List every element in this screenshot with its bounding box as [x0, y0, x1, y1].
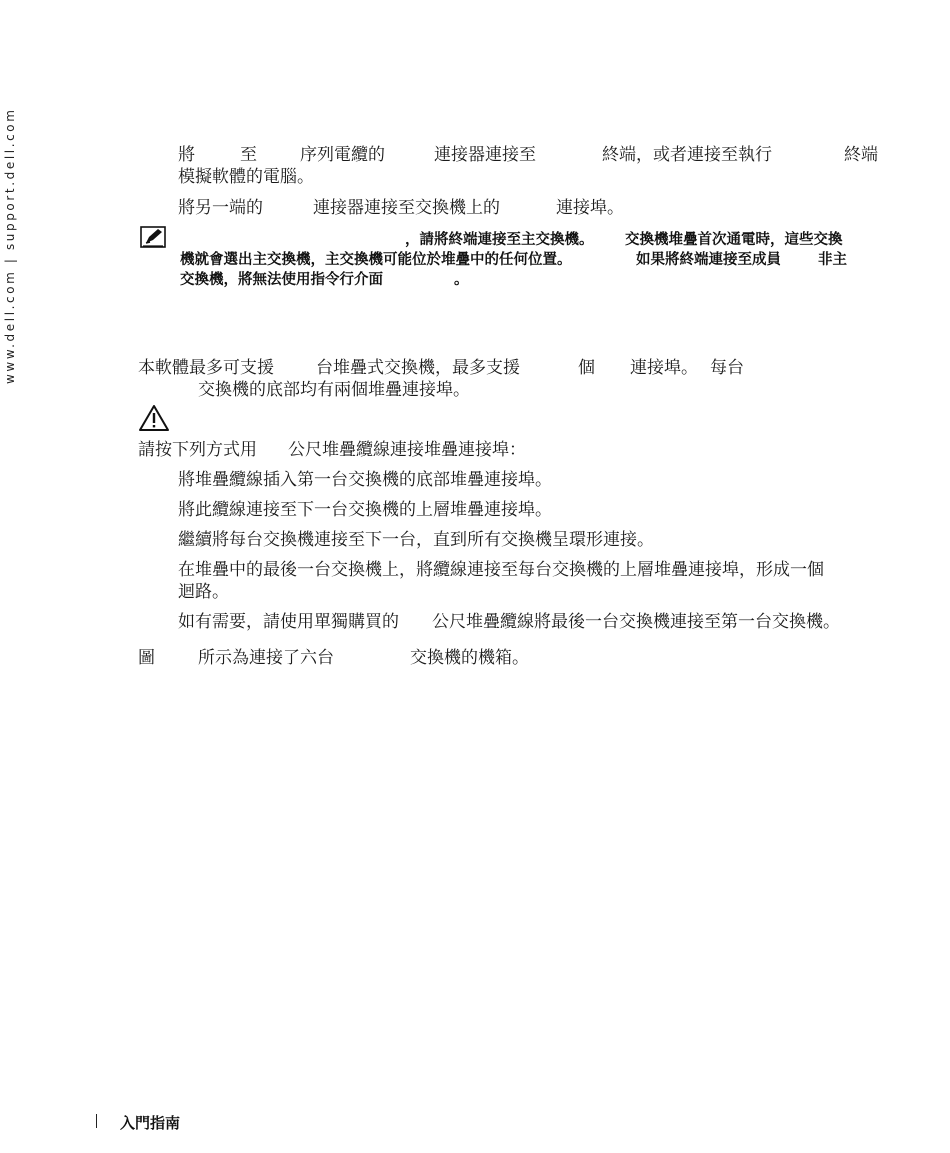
note-line2b: 如果將終端連接至成員: [636, 252, 781, 268]
stack-step-1: 將堆疊纜線插入第一台交換機的底部堆疊連接埠。: [178, 470, 552, 490]
stack-step-5-part-2: 公尺堆疊纜線將最後一台交換機連接至第一台交換機。: [432, 612, 840, 632]
stack-step-3: 繼續將每台交換機連接至下一台，直到所有交換機呈環形連接。: [178, 530, 654, 550]
intro-part-3: 個: [578, 358, 595, 378]
intro-line2: 交換機的底部均有兩個堆疊連接埠。: [198, 380, 470, 400]
step2-part-1: 將另一端的: [178, 198, 263, 218]
step1-part-2: 至: [240, 145, 257, 165]
note-pencil-icon: [140, 226, 166, 248]
note-line1b: 交換機堆疊首次通電時，這些交換: [625, 232, 843, 248]
stack-step-4: 在堆疊中的最後一台交換機上，將纜線連接至每台交換機的上層堆疊連接埠，形成一個: [178, 560, 824, 580]
note-line3b: 。: [454, 272, 469, 288]
step2-part-3: 連接埠。: [556, 198, 624, 218]
note-line2c: 非主: [818, 252, 847, 268]
note-line2a: 機就會選出主交換機，主交換機可能位於堆疊中的任何位置。: [180, 252, 572, 268]
figure-part-3: 交換機的機箱。: [410, 648, 529, 668]
step1-part-5: 終端，或者連接至執行: [602, 145, 772, 165]
instr-part-1: 請按下列方式用: [138, 440, 257, 460]
step1-part-4: 連接器連接至: [434, 145, 536, 165]
step1-part-3: 序列電纜的: [300, 145, 385, 165]
intro-part-2: 台堆疊式交換機，最多支援: [316, 358, 520, 378]
warning-triangle-icon: [138, 404, 170, 432]
step1-line2: 模擬軟體的電腦。: [178, 167, 314, 187]
note-line1a: ，請將終端連接至主交換機。: [405, 232, 594, 248]
intro-part-5: 每台: [710, 358, 744, 378]
stack-step-4-line2: 迴路。: [178, 582, 229, 602]
step2-part-2: 連接器連接至交換機上的: [313, 198, 500, 218]
side-url: www.dell.com | support.dell.com: [3, 107, 17, 384]
step1-part-1: 將: [178, 145, 195, 165]
instr-part-2: 公尺堆疊纜線連接堆疊連接埠：: [288, 440, 526, 460]
figure-part-1: 圖: [138, 648, 155, 668]
footer-divider: [96, 1114, 97, 1128]
stack-step-2: 將此纜線連接至下一台交換機的上層堆疊連接埠。: [178, 500, 552, 520]
intro-part-1: 本軟體最多可支援: [138, 358, 274, 378]
stack-step-5-part-1: 如有需要，請使用單獨購買的: [178, 612, 399, 632]
figure-part-2: 所示為連接了六台: [198, 648, 334, 668]
step1-part-6: 終端: [844, 145, 878, 165]
footer-label: 入門指南: [120, 1114, 181, 1132]
intro-part-4: 連接埠。: [630, 358, 698, 378]
note-line3a: 交換機，將無法使用指令行介面: [180, 272, 383, 288]
